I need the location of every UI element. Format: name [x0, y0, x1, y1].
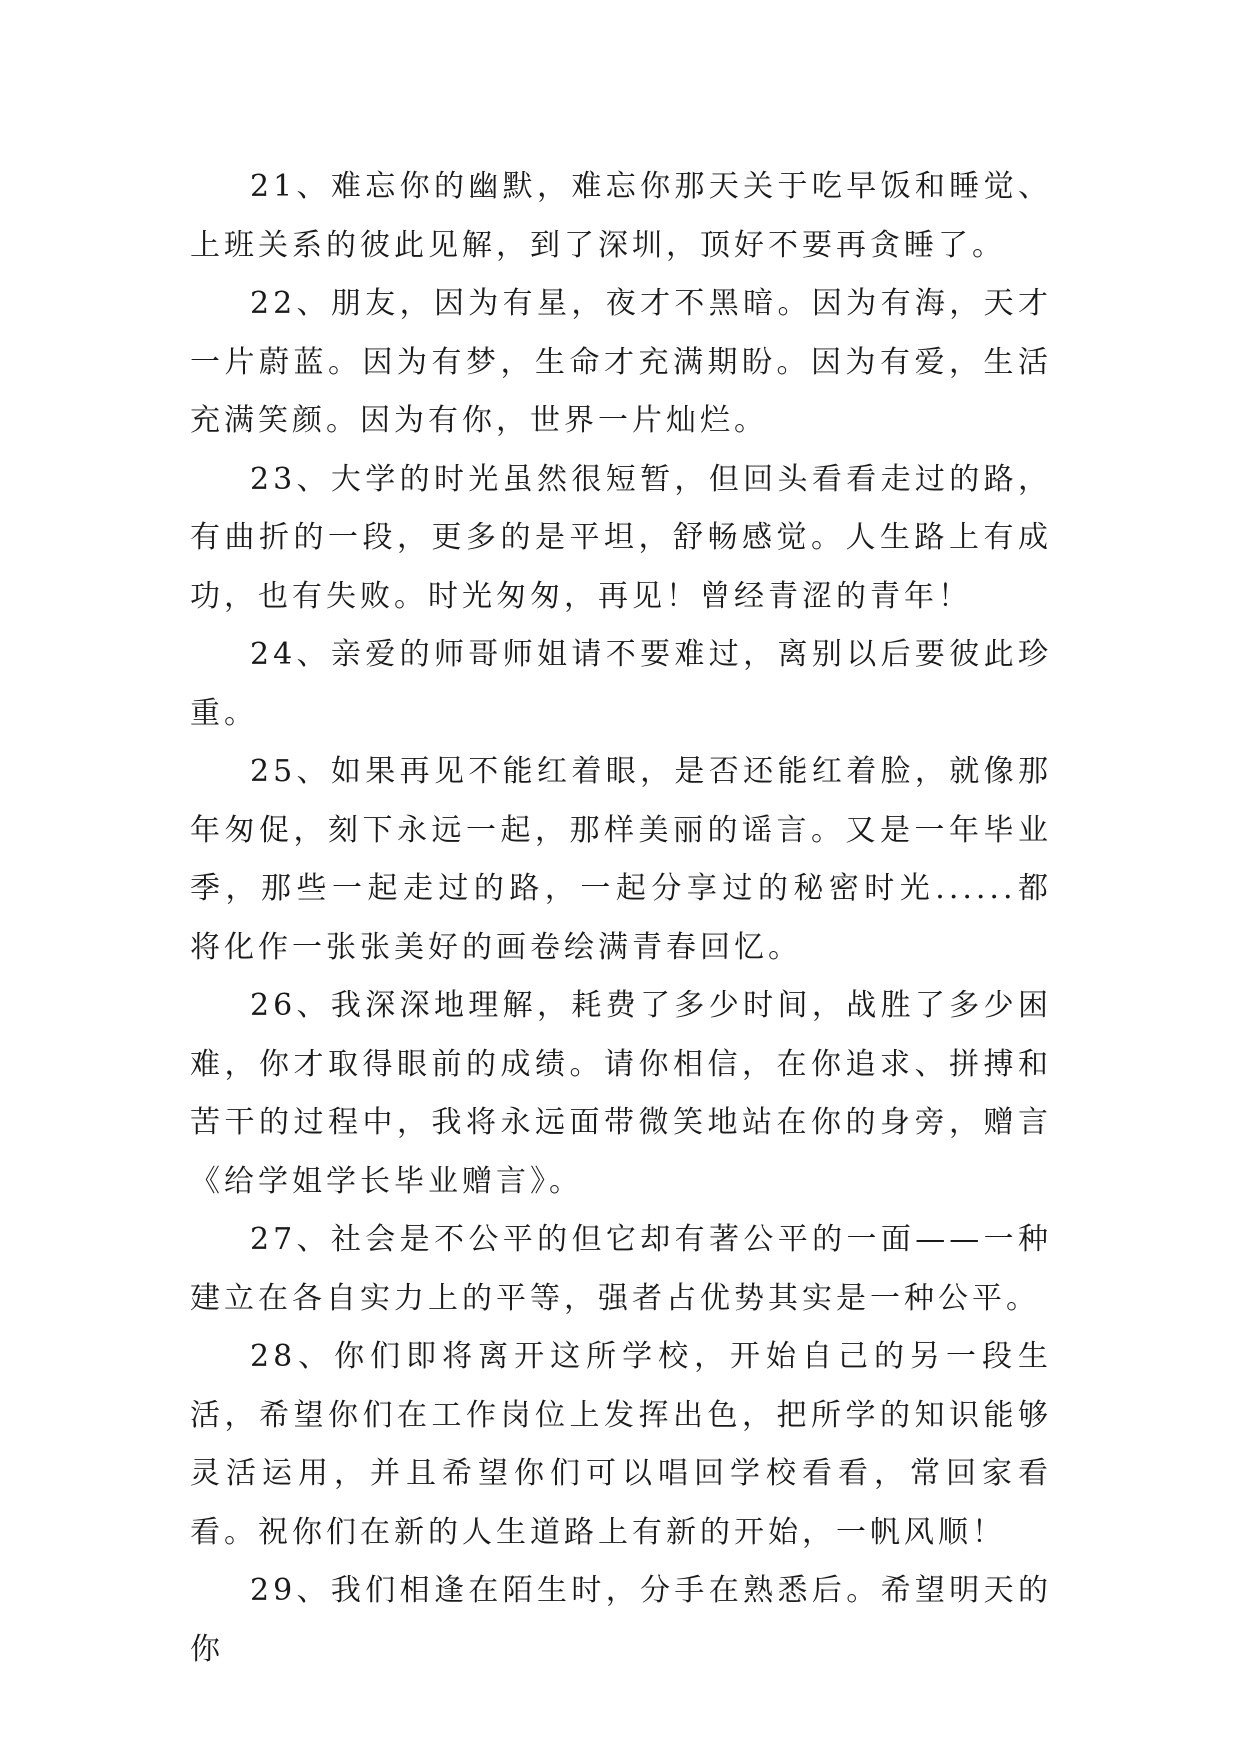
paragraph-22: 22、朋友，因为有星，夜才不黑暗。因为有海，天才一片蔚蓝。因为有梦，生命才充满期盼。因为有爱，生活充满笑颜。因为有你，世界一片灿烂。	[190, 286, 1052, 438]
paragraph-24: 24、亲爱的师哥师姐请不要难过，离别以后要彼此珍重。	[190, 637, 1052, 731]
paragraph-25: 25、如果再见不能红着眼，是否还能红着脸，就像那年匆促，刻下永远一起，那样美丽的谣言。又是一年毕业季，那些一起走过的路，一起分享过的秘密时光......都将化作一张张美好的画卷绘满青春回忆。	[190, 754, 1052, 965]
document-body	[190, 158, 1052, 1679]
paragraph-21: 21、难忘你的幽默，难忘你那天关于吃早饭和睡觉、上班关系的彼此见解，到了深圳，顶好不要再贪睡了。	[190, 169, 1052, 263]
paragraph-23: 23、大学的时光虽然很短暂，但回头看看走过的路，有曲折的一段，更多的是平坦，舒畅感觉。人生路上有成功，也有失败。时光匆匆，再见！曾经青涩的青年！	[190, 461, 1052, 614]
paragraph-29: 29、我们相逢在陌生时，分手在熟悉后。希望明天的你	[190, 1573, 1052, 1667]
paragraph-28: 28、你们即将离开这所学校，开始自己的另一段生活，希望你们在工作岗位上发挥出色，把所学的知识能够灵活运用，并且希望你们可以唱回学校看看，常回家看看。祝你们在新的人生道路上有新的开始，一帆风顺！	[190, 1339, 1052, 1550]
paragraph-27: 27、社会是不公平的但它却有著公平的一面——一种建立在各自实力上的平等，强者占优势其实是一种公平。	[190, 1222, 1052, 1316]
paragraph-26: 26、我深深地理解，耗费了多少时间，战胜了多少困难，你才取得眼前的成绩。请你相信，在你追求、拼搏和苦干的过程中，我将永远面带微笑地站在你的身旁，赠言《给学姐学长毕业赠言》。	[190, 988, 1052, 1199]
